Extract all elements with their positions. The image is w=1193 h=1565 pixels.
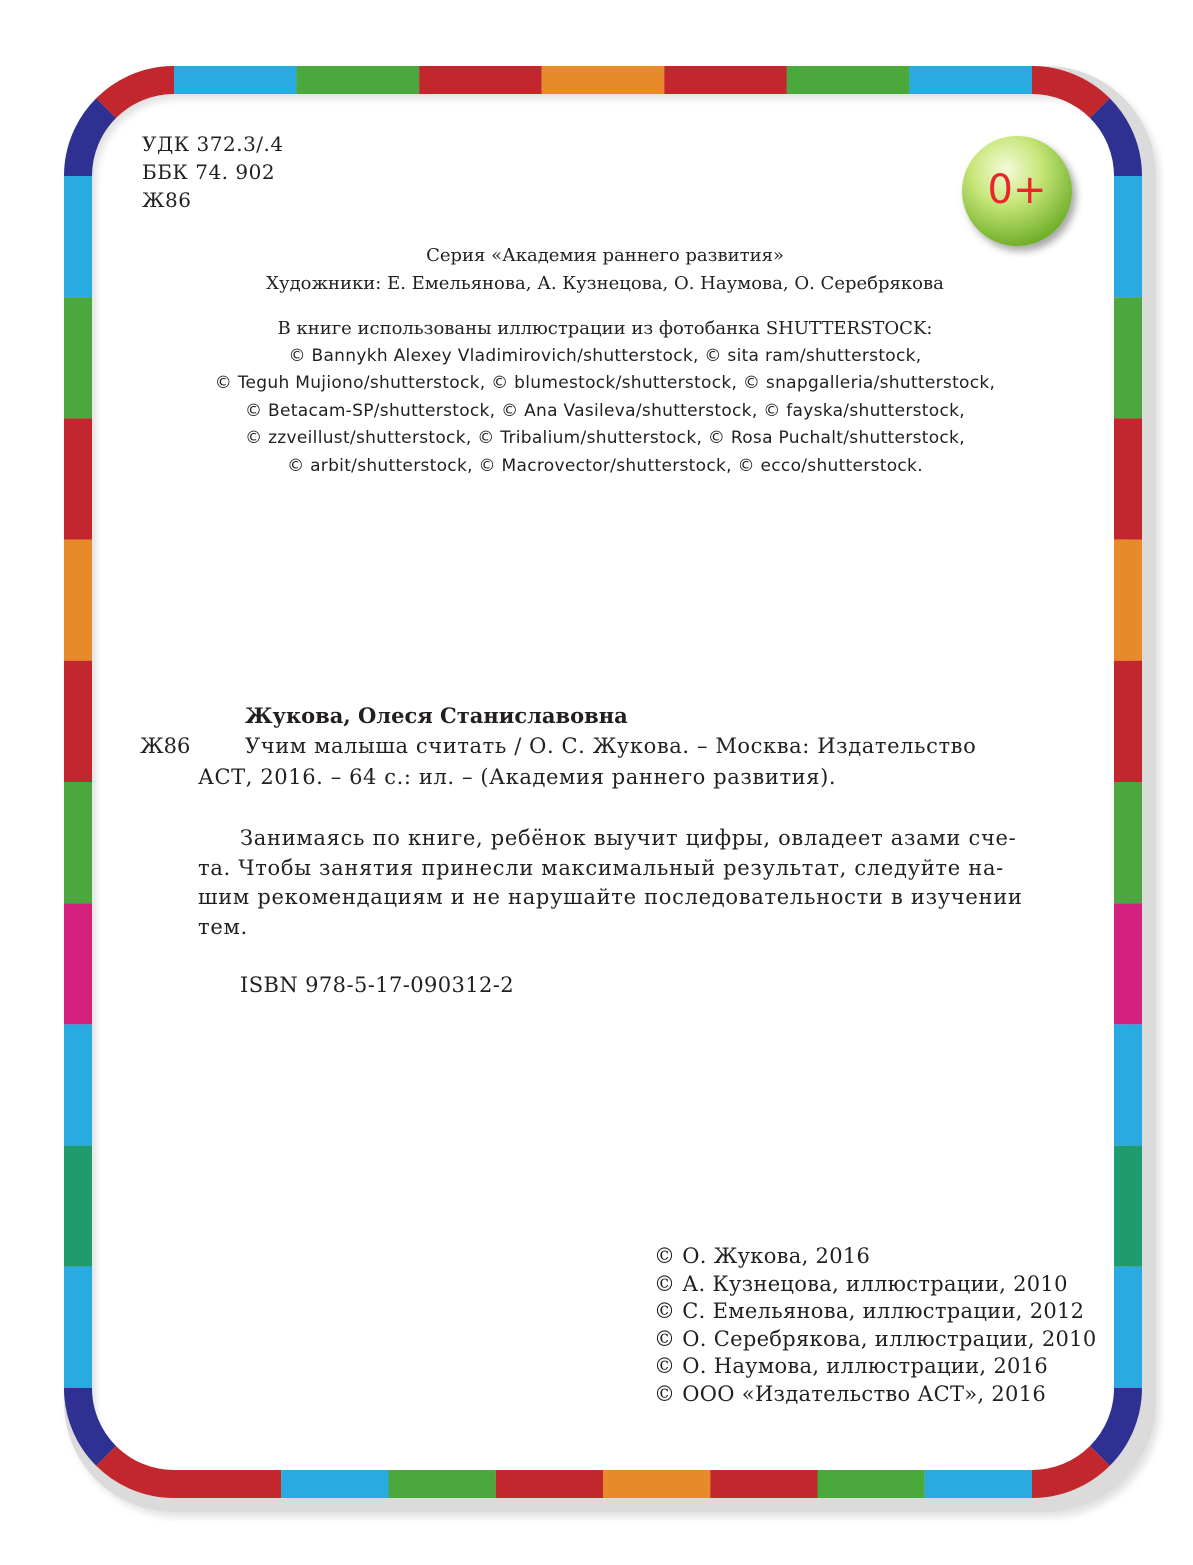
annotation	[198, 824, 1023, 942]
annotation-line: Занимаясь по книге, ребёнок выучит цифры, овладеет азами сче-	[240, 826, 1017, 850]
photo-credit-line: © arbit/shutterstock, © Macrovector/shutterstock, © ecco/shutterstock.	[287, 455, 923, 476]
photo-credits-block	[0, 315, 1193, 480]
frame-corner	[1100, 108, 1128, 176]
catalog-title-line2: АСТ, 2016. – 64 с.: ил. – (Академия раннего развития).	[198, 765, 837, 789]
annotation-line: шим рекомендациям и не нарушайте последовательности в изучении	[198, 885, 1023, 909]
copyright-line: © О. Наумова, иллюстрации, 2016	[654, 1354, 1048, 1379]
frame-corner	[78, 1388, 106, 1456]
copyright-line: © ООО «Издательство АСТ», 2016	[654, 1381, 1047, 1406]
frame-corner	[106, 80, 174, 108]
series-block	[0, 242, 1193, 297]
bbk-code: ББК 74. 902	[142, 160, 276, 184]
catalog-title-line1: Учим малыша считать / О. С. Жукова. – Москва: Издательство	[245, 734, 977, 758]
frame-corner	[1032, 80, 1100, 108]
artists-line: Художники: Е. Емельянова, А. Кузнецова, О. Наумова, О. Серебрякова	[266, 272, 944, 294]
catalog-author: Жукова, Олеся Станиславовна	[245, 703, 628, 728]
isbn: ISBN 978-5-17-090312-2	[240, 973, 515, 997]
photo-credit-line: © zzveillust/shutterstock, © Tribalium/shutterstock, © Rosa Puchalt/shutterstock,	[245, 428, 965, 448]
udk-code: УДК 372.3/.4	[142, 132, 284, 156]
annotation-line: тем.	[198, 914, 248, 939]
catalog-code: Ж86	[140, 734, 191, 758]
annotation-line: та. Чтобы занятия принесли максимальный результат, следуйте на-	[198, 855, 1004, 880]
frame-corner	[106, 1456, 174, 1484]
catalog-codes	[142, 130, 284, 214]
copyright-line: © С. Емельянова, иллюстрации, 2012	[654, 1299, 1085, 1324]
frame-corner	[78, 108, 106, 176]
age-rating-label: 0+	[987, 167, 1047, 213]
photo-credit-line: © Teguh Mujiono/shutterstock, © blumestock/shutterstock, © snapgalleria/shutterstock,	[214, 373, 996, 393]
copyright-line: © А. Кузнецова, иллюстрации, 2010	[654, 1271, 1068, 1296]
photo-intro: В книге использованы иллюстрации из фотобанка SHUTTERSTOCK:	[277, 318, 933, 339]
author-code: Ж86	[142, 188, 192, 212]
frame-corner	[1032, 1456, 1100, 1484]
copyright-line: © О. Жукова, 2016	[654, 1244, 871, 1268]
copyright-list	[654, 1243, 1097, 1409]
frame-corner	[1100, 1388, 1128, 1456]
series-line: Серия «Академия раннего развития»	[426, 245, 784, 266]
photo-credit-line: © Betacam-SP/shutterstock, © Ana Vasileva/shutterstock, © fayska/shutterstock,	[245, 400, 965, 421]
copyright-line: © О. Серебрякова, иллюстрации, 2010	[654, 1326, 1097, 1351]
photo-credit-line: © Bannykh Alexey Vladimirovich/shutterstock, © sita ram/shutterstock,	[288, 345, 922, 366]
